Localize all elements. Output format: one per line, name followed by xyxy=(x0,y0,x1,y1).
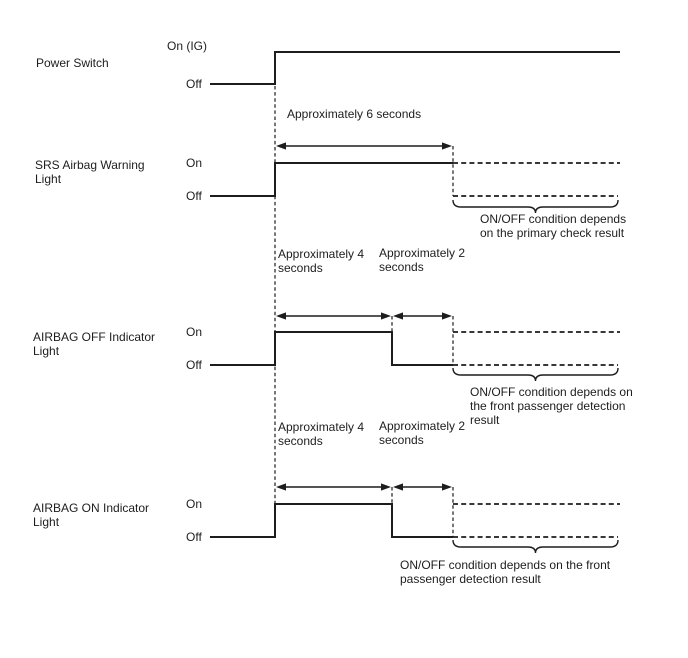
airbag-off-solid-waveform xyxy=(210,332,453,365)
airbag-off-off-level-label: Off xyxy=(186,358,202,372)
airbag-on-indicator-waveform xyxy=(210,483,620,553)
condition-note-off-indicator xyxy=(470,385,633,427)
condition-note-line: ON/OFF condition depends xyxy=(480,212,627,226)
srs-6s-arrow xyxy=(276,142,452,149)
duration-note-on-2s xyxy=(379,419,465,447)
srs-on-level-label: On xyxy=(186,156,203,170)
airbag-off-condition-brace xyxy=(453,368,618,381)
signal-label-airbag-on-indicator xyxy=(33,501,149,529)
power-off-level-label: Off xyxy=(186,77,202,91)
airbag-on-solid-waveform xyxy=(210,504,453,537)
airbag-off-4s-arrow xyxy=(276,312,391,319)
duration-note-line: seconds xyxy=(278,434,323,448)
airbag-on-condition-brace xyxy=(453,540,618,553)
srs-solid-waveform xyxy=(210,163,453,196)
airbag-off-on-level-label: On xyxy=(186,325,203,339)
signal-label-line: AIRBAG ON Indicator xyxy=(33,501,150,515)
signal-label-power-switch xyxy=(36,56,109,70)
airbag-on-4s-arrow xyxy=(276,483,391,490)
signal-label-line: Power Switch xyxy=(36,56,109,70)
signal-label-line: SRS Airbag Warning xyxy=(35,158,145,172)
signal-label-srs-warning-light xyxy=(35,158,145,186)
condition-note-primary-check xyxy=(480,212,626,240)
duration-note-line: seconds xyxy=(278,261,323,275)
airbag-off-2s-arrow xyxy=(393,312,452,319)
duration-note-line: seconds xyxy=(379,260,424,274)
signal-label-line: AIRBAG OFF Indicator xyxy=(33,330,156,344)
power-on-level-label: On (IG) xyxy=(167,39,208,53)
duration-note-line: Approximately 2 xyxy=(379,246,466,260)
airbag-off-indicator-waveform xyxy=(210,312,620,381)
condition-note-on-indicator xyxy=(400,558,610,586)
signal-label-line: Light xyxy=(33,515,60,529)
srs-warning-light-waveform xyxy=(210,142,620,213)
duration-note-off-4s xyxy=(278,247,364,275)
power-switch-waveform xyxy=(210,52,620,84)
condition-note-line: the front passenger detection xyxy=(470,399,626,413)
srs-off-level-label: Off xyxy=(186,189,202,203)
airbag-on-on-level-label: On xyxy=(186,497,203,511)
duration-note-6s: Approximately 6 seconds xyxy=(287,107,422,121)
duration-note-line: Approximately 4 xyxy=(278,420,365,434)
signal-label-line: Light xyxy=(33,344,60,358)
duration-note-line: seconds xyxy=(379,433,424,447)
condition-note-line: result xyxy=(470,413,500,427)
duration-note-line: Approximately 2 xyxy=(379,419,466,433)
duration-note-off-2s xyxy=(379,246,465,274)
condition-note-line: on the primary check result xyxy=(480,226,625,240)
duration-note-line: Approximately 4 xyxy=(278,247,365,261)
signal-label-airbag-off-indicator xyxy=(33,330,155,358)
duration-note-on-4s xyxy=(278,420,364,448)
condition-note-line: passenger detection result xyxy=(400,572,541,586)
airbag-on-off-level-label: Off xyxy=(186,530,202,544)
airbag-on-2s-arrow xyxy=(393,483,452,490)
condition-note-line: ON/OFF condition depends on xyxy=(470,385,633,399)
signal-label-line: Light xyxy=(35,172,62,186)
condition-note-line: ON/OFF condition depends on the front xyxy=(400,558,611,572)
